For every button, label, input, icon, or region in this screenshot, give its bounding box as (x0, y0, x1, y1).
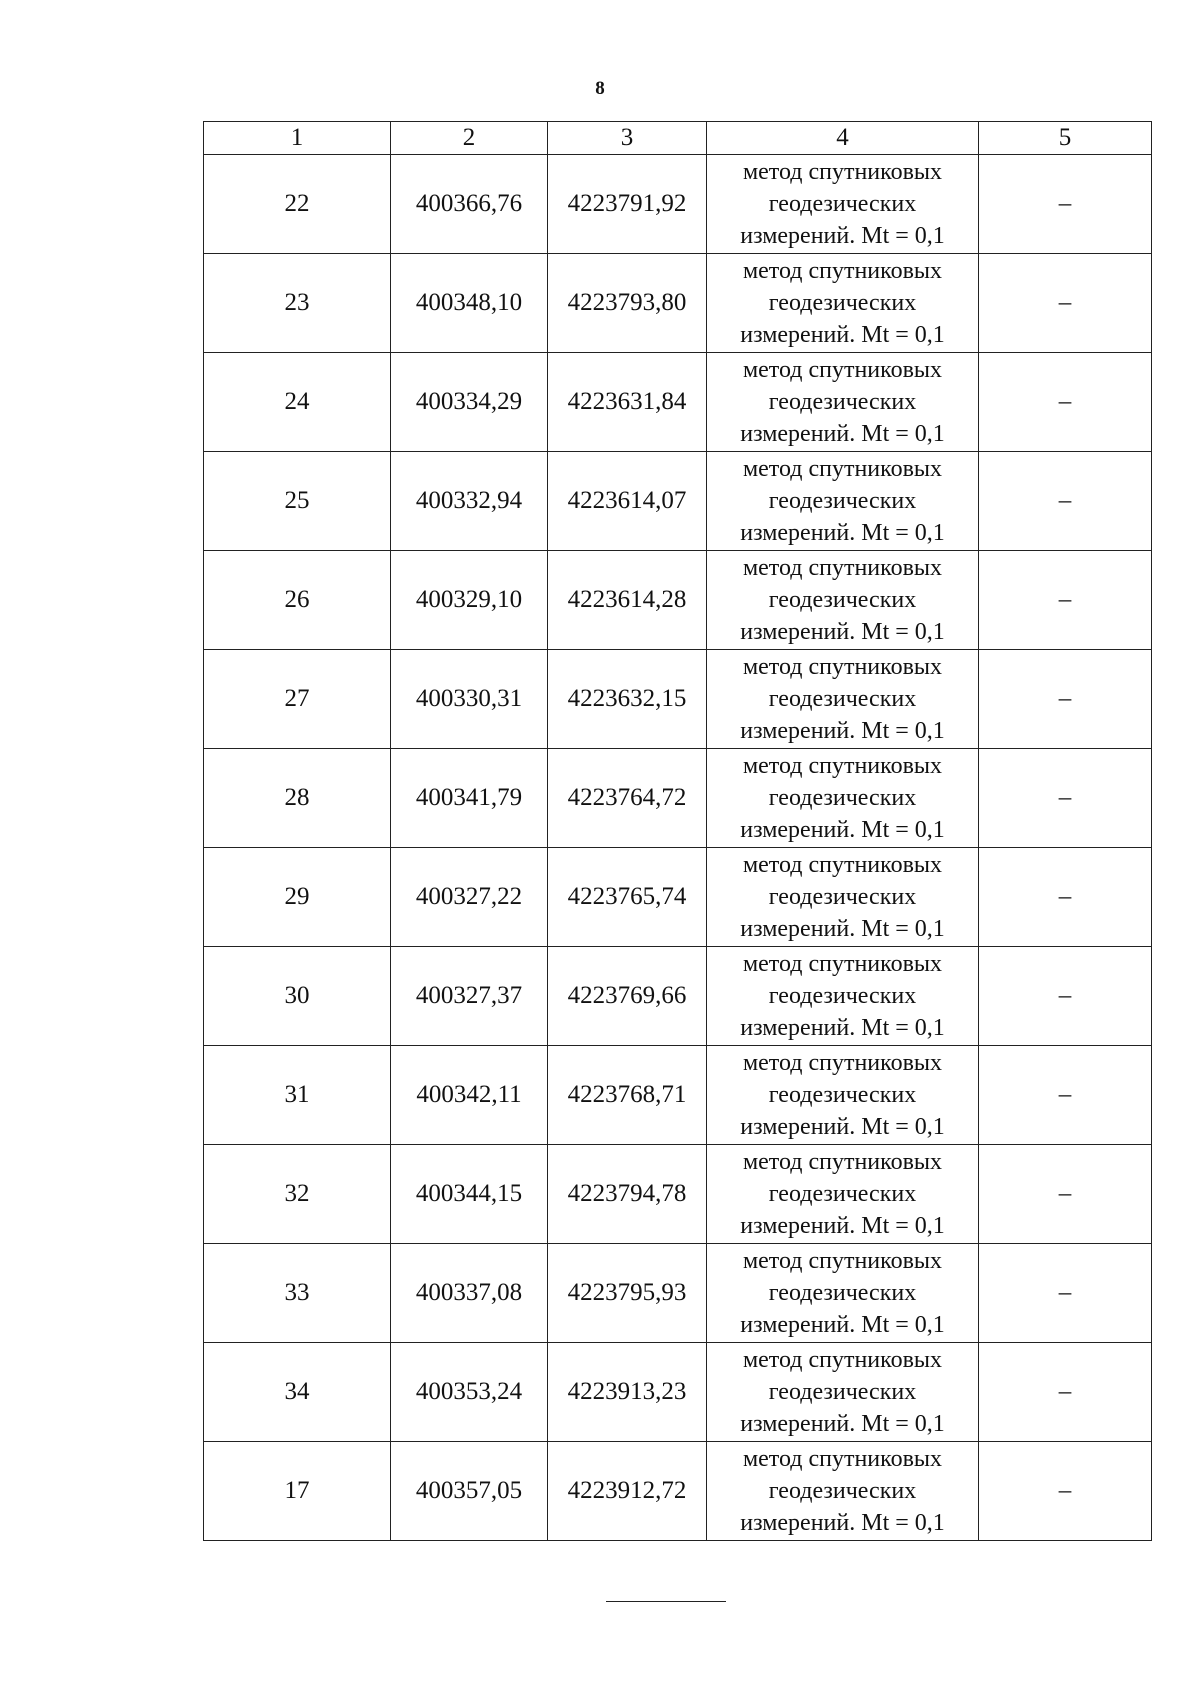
cell-method (707, 1145, 979, 1244)
method-line: метод спутниковых (742, 654, 943, 680)
method-line: измерений. Mt = 0,1 (740, 817, 945, 843)
cell-note: – (979, 1442, 1152, 1541)
cell-method (707, 452, 979, 551)
method-line: метод спутниковых (742, 357, 943, 383)
method-line: измерений. Mt = 0,1 (740, 1015, 945, 1041)
method-line: геодезических (768, 290, 917, 316)
cell-y-coordinate: 4223769,66 (548, 947, 707, 1046)
method-line: измерений. Mt = 0,1 (740, 1411, 945, 1437)
cell-note: – (979, 1244, 1152, 1343)
cell-note: – (979, 749, 1152, 848)
cell-x-coordinate: 400329,10 (391, 551, 548, 650)
cell-method (707, 848, 979, 947)
cell-note: – (979, 1343, 1152, 1442)
method-line: метод спутниковых (742, 1050, 943, 1076)
method-line: измерений. Mt = 0,1 (740, 1114, 945, 1140)
cell-method (707, 1442, 979, 1541)
cell-point-number: 26 (204, 551, 391, 650)
cell-y-coordinate: 4223912,72 (548, 1442, 707, 1541)
cell-x-coordinate: 400366,76 (391, 155, 548, 254)
footer-rule (606, 1601, 726, 1602)
table-body (204, 155, 1152, 1541)
cell-point-number: 32 (204, 1145, 391, 1244)
cell-x-coordinate: 400327,22 (391, 848, 548, 947)
method-line: геодезических (768, 1280, 917, 1306)
method-line: измерений. Mt = 0,1 (740, 619, 945, 645)
method-line: метод спутниковых (742, 1149, 943, 1175)
cell-note: – (979, 947, 1152, 1046)
cell-y-coordinate: 4223764,72 (548, 749, 707, 848)
method-line: метод спутниковых (742, 753, 943, 779)
table-row (204, 1145, 1152, 1244)
method-line: метод спутниковых (742, 1248, 943, 1274)
method-line: геодезических (768, 983, 917, 1009)
method-line: геодезических (768, 191, 917, 217)
cell-method (707, 1343, 979, 1442)
method-line: измерений. Mt = 0,1 (740, 916, 945, 942)
method-line: метод спутниковых (742, 555, 943, 581)
cell-x-coordinate: 400342,11 (391, 1046, 548, 1145)
table-row (204, 848, 1152, 947)
header-col-4: 4 (707, 122, 979, 155)
method-line: геодезических (768, 587, 917, 613)
cell-x-coordinate: 400334,29 (391, 353, 548, 452)
cell-y-coordinate: 4223614,28 (548, 551, 707, 650)
cell-method (707, 749, 979, 848)
table-row (204, 254, 1152, 353)
table-row (204, 650, 1152, 749)
table-row (204, 947, 1152, 1046)
cell-method (707, 650, 979, 749)
method-line: геодезических (768, 1379, 917, 1405)
method-line: геодезических (768, 884, 917, 910)
cell-y-coordinate: 4223614,07 (548, 452, 707, 551)
method-line: геодезических (768, 686, 917, 712)
method-line: геодезических (768, 1478, 917, 1504)
table-row (204, 155, 1152, 254)
header-col-2: 2 (391, 122, 548, 155)
method-line: измерений. Mt = 0,1 (740, 1213, 945, 1239)
cell-x-coordinate: 400357,05 (391, 1442, 548, 1541)
cell-x-coordinate: 400330,31 (391, 650, 548, 749)
method-line: метод спутниковых (742, 951, 943, 977)
table-row (204, 749, 1152, 848)
page-number: 8 (595, 78, 605, 99)
method-line: измерений. Mt = 0,1 (740, 421, 945, 447)
cell-point-number: 27 (204, 650, 391, 749)
cell-point-number: 29 (204, 848, 391, 947)
cell-point-number: 31 (204, 1046, 391, 1145)
cell-point-number: 23 (204, 254, 391, 353)
method-line: геодезических (768, 785, 917, 811)
method-line: метод спутниковых (742, 1446, 943, 1472)
cell-method (707, 947, 979, 1046)
cell-point-number: 17 (204, 1442, 391, 1541)
cell-y-coordinate: 4223631,84 (548, 353, 707, 452)
cell-y-coordinate: 4223765,74 (548, 848, 707, 947)
cell-y-coordinate: 4223793,80 (548, 254, 707, 353)
method-line: метод спутниковых (742, 852, 943, 878)
table-row (204, 1343, 1152, 1442)
method-line: геодезических (768, 1082, 917, 1108)
method-line: геодезических (768, 488, 917, 514)
cell-note: – (979, 155, 1152, 254)
cell-x-coordinate: 400327,37 (391, 947, 548, 1046)
method-line: метод спутниковых (742, 258, 943, 284)
cell-y-coordinate: 4223913,23 (548, 1343, 707, 1442)
cell-point-number: 22 (204, 155, 391, 254)
cell-method (707, 1244, 979, 1343)
header-row (204, 122, 1152, 155)
cell-point-number: 25 (204, 452, 391, 551)
cell-note: – (979, 353, 1152, 452)
cell-point-number: 33 (204, 1244, 391, 1343)
header-col-5: 5 (979, 122, 1152, 155)
cell-point-number: 28 (204, 749, 391, 848)
table-row (204, 1442, 1152, 1541)
method-line: геодезических (768, 1181, 917, 1207)
cell-method (707, 1046, 979, 1145)
cell-x-coordinate: 400337,08 (391, 1244, 548, 1343)
method-line: измерений. Mt = 0,1 (740, 718, 945, 744)
cell-point-number: 24 (204, 353, 391, 452)
cell-method (707, 551, 979, 650)
cell-y-coordinate: 4223795,93 (548, 1244, 707, 1343)
cell-x-coordinate: 400332,94 (391, 452, 548, 551)
method-line: измерений. Mt = 0,1 (740, 1510, 945, 1536)
method-line: метод спутниковых (742, 159, 943, 185)
table-row (204, 1046, 1152, 1145)
table-row (204, 1244, 1152, 1343)
method-line: метод спутниковых (742, 456, 943, 482)
cell-note: – (979, 254, 1152, 353)
cell-note: – (979, 848, 1152, 947)
cell-method (707, 254, 979, 353)
table-header (204, 122, 1152, 155)
cell-method (707, 353, 979, 452)
cell-y-coordinate: 4223791,92 (548, 155, 707, 254)
cell-y-coordinate: 4223794,78 (548, 1145, 707, 1244)
method-line: измерений. Mt = 0,1 (740, 223, 945, 249)
cell-y-coordinate: 4223768,71 (548, 1046, 707, 1145)
coordinates-table (203, 121, 1152, 1541)
method-line: геодезических (768, 389, 917, 415)
cell-y-coordinate: 4223632,15 (548, 650, 707, 749)
cell-x-coordinate: 400353,24 (391, 1343, 548, 1442)
table-row (204, 551, 1152, 650)
method-line: измерений. Mt = 0,1 (740, 1312, 945, 1338)
cell-note: – (979, 1046, 1152, 1145)
table-row (204, 452, 1152, 551)
header-col-3: 3 (548, 122, 707, 155)
cell-note: – (979, 650, 1152, 749)
method-line: метод спутниковых (742, 1347, 943, 1373)
cell-point-number: 34 (204, 1343, 391, 1442)
cell-method (707, 155, 979, 254)
cell-note: – (979, 1145, 1152, 1244)
cell-x-coordinate: 400348,10 (391, 254, 548, 353)
table-row (204, 353, 1152, 452)
method-line: измерений. Mt = 0,1 (740, 520, 945, 546)
cell-x-coordinate: 400341,79 (391, 749, 548, 848)
method-line: измерений. Mt = 0,1 (740, 322, 945, 348)
cell-note: – (979, 452, 1152, 551)
cell-note: – (979, 551, 1152, 650)
header-col-1: 1 (204, 122, 391, 155)
cell-x-coordinate: 400344,15 (391, 1145, 548, 1244)
cell-point-number: 30 (204, 947, 391, 1046)
